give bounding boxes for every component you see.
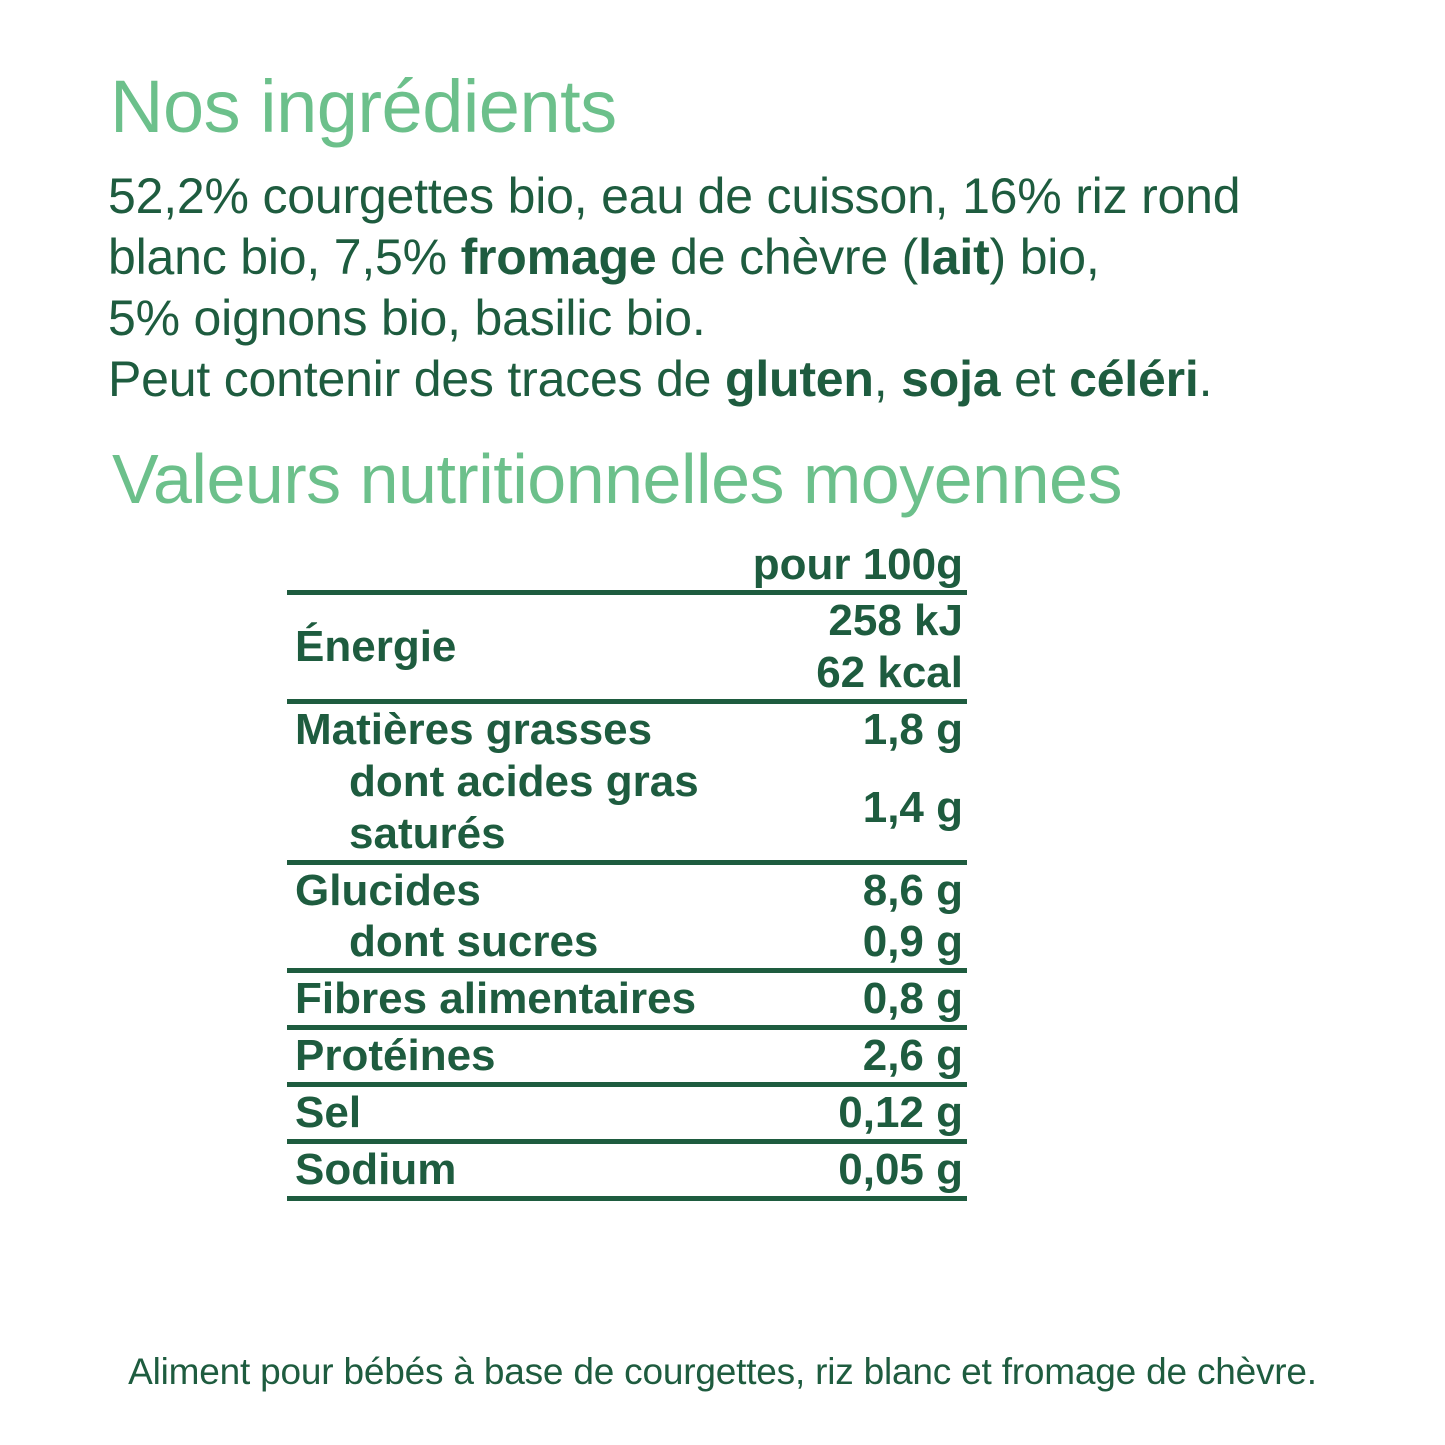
ingredients-line xyxy=(108,288,1345,349)
nutrition-table xyxy=(287,540,967,1201)
row-value-matieres-grasses: 1,8 g xyxy=(862,704,963,754)
row-value-sel: 0,12 g xyxy=(838,1088,963,1138)
traces-segment: Peut contenir des traces de xyxy=(108,351,725,407)
row-label-fibres: Fibres alimentaires xyxy=(295,974,697,1024)
ingredients-segment: 52,2% courgettes bio, eau de cuisson, 16% riz rond xyxy=(108,168,1241,224)
row-value-energie-kcal: 62 kcal xyxy=(816,647,963,697)
table-row xyxy=(287,704,967,756)
nutrition-table-wrapper xyxy=(100,540,1345,1201)
ingredients-line xyxy=(108,166,1345,227)
ingredients-segment: 5% oignons bio, basilic bio. xyxy=(108,290,706,346)
divider xyxy=(287,1198,967,1201)
row-label-sel: Sel xyxy=(295,1088,362,1138)
table-header-row xyxy=(287,540,967,593)
row-value-glucides: 8,6 g xyxy=(862,865,963,915)
allergen-celeri: céléri xyxy=(1069,351,1199,407)
row-label-acides-gras-satures: dont acides gras saturés xyxy=(349,756,699,858)
ingredients-heading: Nos ingrédients xyxy=(110,65,617,148)
column-header-per-100g: pour 100g xyxy=(752,540,963,589)
row-value-proteines: 2,6 g xyxy=(862,1031,963,1081)
table-row xyxy=(287,865,967,917)
row-label-glucides: Glucides xyxy=(295,865,481,915)
table-row xyxy=(287,1144,967,1198)
allergen-soja: soja xyxy=(901,351,1001,407)
row-value-sodium: 0,05 g xyxy=(838,1145,963,1195)
row-label-energie: Énergie xyxy=(295,621,457,671)
row-label-sodium: Sodium xyxy=(295,1145,457,1195)
ingredients-list xyxy=(108,166,1345,410)
header-spacer xyxy=(287,540,753,593)
allergen-gluten: gluten xyxy=(724,351,874,407)
table-row xyxy=(287,1030,967,1084)
allergen-fromage: fromage xyxy=(460,229,657,285)
table-row xyxy=(287,1087,967,1141)
ingredients-segment: blanc bio, 7,5% xyxy=(108,229,461,285)
traces-line xyxy=(108,349,1345,410)
ingredients-segment: de chèvre ( xyxy=(656,229,919,285)
row-value-sucres: 0,9 g xyxy=(862,917,963,967)
allergen-lait: lait xyxy=(918,229,990,285)
ingredients-segment: ) bio, xyxy=(989,229,1100,285)
row-value-energie-kj: 258 kJ xyxy=(828,596,963,645)
table-row xyxy=(287,916,967,970)
row-value-fibres: 0,8 g xyxy=(862,974,963,1024)
row-label-sucres: dont sucres xyxy=(349,917,599,967)
row-value-acides-gras-satures: 1,4 g xyxy=(862,782,963,832)
ingredients-line xyxy=(108,227,1345,288)
product-description-note: Aliment pour bébés à base de courgettes, riz blanc et fromage de chèvre. xyxy=(128,1351,1317,1392)
traces-segment: et xyxy=(1000,351,1070,407)
traces-segment: . xyxy=(1198,351,1213,407)
table-row xyxy=(287,595,967,647)
traces-segment: , xyxy=(873,351,902,407)
nutrition-heading: Valeurs nutritionnelles moyennes xyxy=(112,440,1122,518)
row-label-proteines: Protéines xyxy=(295,1031,496,1081)
table-row xyxy=(287,756,967,862)
table-row xyxy=(287,973,967,1027)
row-label-matieres-grasses: Matières grasses xyxy=(295,704,653,754)
